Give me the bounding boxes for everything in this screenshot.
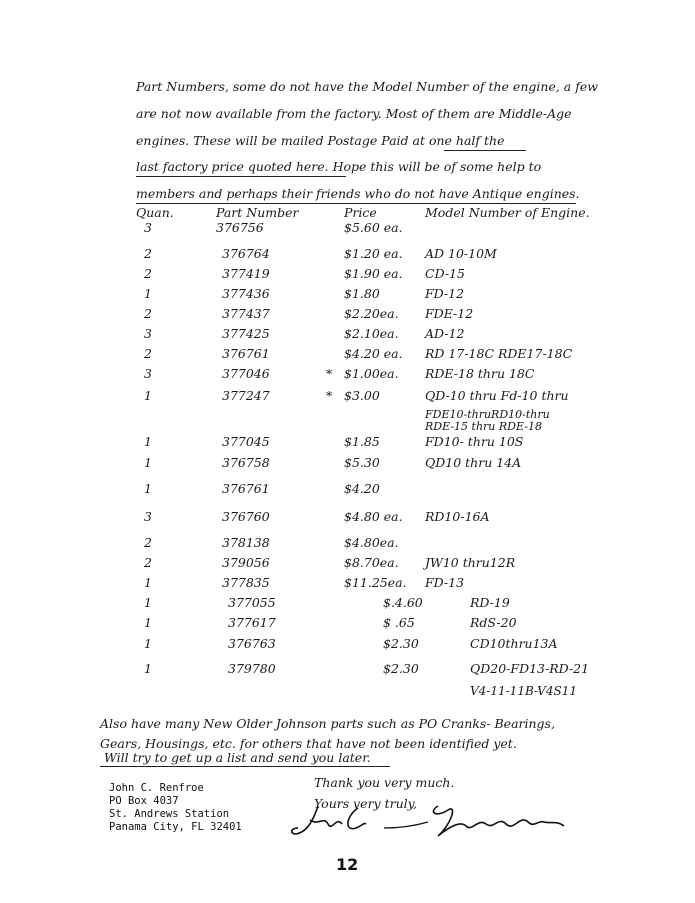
cell-model: RDE-18 thru 18C: [425, 366, 535, 381]
cell-price: $5.60 ea.: [344, 220, 403, 235]
cell-price: $2.30: [383, 636, 419, 651]
underline-one-half: [444, 150, 526, 151]
cell-quan: 1: [144, 615, 152, 630]
cell-price: $1.20 ea.: [344, 246, 403, 261]
cell-price: $4.80 ea.: [344, 509, 403, 524]
closing-line: Also have many New Older Johnson parts such as PO Cranks- Bearings,: [100, 716, 555, 731]
cell-model: RdS-20: [470, 615, 517, 630]
closing-line: Will try to get up a list and send you later.: [104, 750, 371, 765]
cell-quan: 2: [144, 535, 152, 550]
cell-quan: 1: [144, 636, 152, 651]
intro-line: are not now available from the factory. Most of them are Middle-Age: [136, 106, 572, 121]
cell-quan: 2: [144, 306, 152, 321]
model-continuation: V4-11-11B-V4S11: [470, 684, 577, 698]
cell-model: QD20-FD13-RD-21: [470, 661, 590, 676]
sender-station: St. Andrews Station: [109, 808, 230, 820]
cell-model: QD10 thru 14A: [425, 455, 522, 470]
cell-part: 379056: [222, 555, 270, 570]
cell-part: 377425: [222, 326, 270, 341]
model-continuation: RDE-15 thru RDE-18: [425, 420, 542, 433]
cell-part: 377437: [222, 306, 270, 321]
cell-model: QD-10 thru Fd-10 thru: [425, 388, 569, 403]
cell-part: 378138: [222, 535, 270, 550]
sender-city: Panama City, FL 32401: [109, 821, 242, 833]
cell-part: 376756: [216, 220, 264, 235]
cell-quan: 2: [144, 555, 152, 570]
cell-quan: 3: [144, 220, 152, 235]
cell-price: $1.80: [344, 286, 380, 301]
cell-part: 377055: [228, 595, 276, 610]
cell-price: $1.00ea.: [344, 366, 399, 381]
underline-last-factory-price: [136, 176, 346, 177]
cell-model: FD-12: [425, 286, 465, 301]
cell-price: $2.20ea.: [344, 306, 399, 321]
cell-model: AD-12: [425, 326, 465, 341]
closing-underline: [100, 766, 390, 767]
yours-truly-line: Yours very truly,: [314, 796, 417, 811]
cell-quan: 1: [144, 661, 152, 676]
header-part-number: Part Number: [216, 205, 299, 220]
header-price: Price: [344, 205, 377, 220]
cell-quan: 1: [144, 575, 152, 590]
cell-model: CD-15: [425, 266, 465, 281]
cell-part: 376761: [222, 346, 270, 361]
cell-quan: 3: [144, 509, 152, 524]
intro-line: members and perhaps their friends who do not have Antique engines.: [136, 186, 580, 201]
cell-price: $2.30: [383, 661, 419, 676]
cell-part: 376758: [222, 455, 270, 470]
cell-model: CD10thru13A: [470, 636, 558, 651]
intro-line: last factory price quoted here. Hope this will be of some help to: [136, 159, 542, 174]
cell-model: RD 17-18C RDE17-18C: [425, 346, 573, 361]
cell-price: $1.90 ea.: [344, 266, 403, 281]
cell-model: FDE-12: [425, 306, 474, 321]
cell-price: $8.70ea.: [344, 555, 399, 570]
cell-part: 377046: [222, 366, 270, 381]
header-quan: Quan.: [136, 205, 174, 220]
cell-part: 377617: [228, 615, 276, 630]
cell-model: AD 10-10M: [425, 246, 497, 261]
header-model-number: Model Number of Engine.: [425, 205, 590, 220]
cell-part: 377247: [222, 388, 270, 403]
handwritten-signature: [288, 798, 578, 852]
cell-price: $4.80ea.: [344, 535, 399, 550]
cell-price: $3.00: [344, 388, 380, 403]
cell-part: 376760: [222, 509, 270, 524]
asterisk-mark: *: [326, 388, 333, 403]
closing-line: Gears, Housings, etc. for others that have not been identified yet.: [100, 736, 517, 751]
cell-price: $11.25ea.: [344, 575, 407, 590]
intro-line: engines. These will be mailed Postage Paid at one half the: [136, 133, 505, 148]
intro-separator-line: [136, 203, 576, 204]
cell-model: FD10- thru 10S: [425, 434, 524, 449]
cell-part: 376763: [228, 636, 276, 651]
asterisk-mark: *: [326, 366, 333, 381]
thanks-line: Thank you very much.: [314, 775, 455, 790]
cell-quan: 1: [144, 455, 152, 470]
cell-model: FD-13: [425, 575, 465, 590]
cell-quan: 3: [144, 366, 152, 381]
cell-model: RD10-16A: [425, 509, 490, 524]
cell-part: 376764: [222, 246, 270, 261]
cell-part: 377436: [222, 286, 270, 301]
cell-price: $4.20: [344, 481, 380, 496]
cell-price: $5.30: [344, 455, 380, 470]
cell-part: 376761: [222, 481, 270, 496]
cell-price: $.4.60: [383, 595, 423, 610]
cell-price: $2.10ea.: [344, 326, 399, 341]
sender-address: [109, 782, 242, 834]
model-continuation: FDE10-thruRD10-thru: [425, 408, 550, 421]
sender-po-box: PO Box 4037: [109, 795, 179, 807]
cell-quan: 1: [144, 595, 152, 610]
cell-price: $ .65: [383, 615, 415, 630]
cell-model: RD-19: [470, 595, 510, 610]
cell-quan: 1: [144, 481, 152, 496]
cell-part: 379780: [228, 661, 276, 676]
cell-part: 377045: [222, 434, 270, 449]
intro-line: Part Numbers, some do not have the Model Number of the engine, a few: [136, 79, 598, 94]
cell-model: JW10 thru12R: [425, 555, 516, 570]
cell-quan: 2: [144, 246, 152, 261]
cell-price: $4.20 ea.: [344, 346, 403, 361]
cell-quan: 1: [144, 286, 152, 301]
sender-name: John C. Renfroe: [109, 782, 204, 794]
cell-quan: 1: [144, 434, 152, 449]
cell-quan: 3: [144, 326, 152, 341]
cell-price: $1.85: [344, 434, 380, 449]
cell-quan: 2: [144, 346, 152, 361]
cell-quan: 1: [144, 388, 152, 403]
cell-part: 377419: [222, 266, 270, 281]
cell-part: 377835: [222, 575, 270, 590]
page-number: 12: [336, 855, 359, 874]
cell-quan: 2: [144, 266, 152, 281]
